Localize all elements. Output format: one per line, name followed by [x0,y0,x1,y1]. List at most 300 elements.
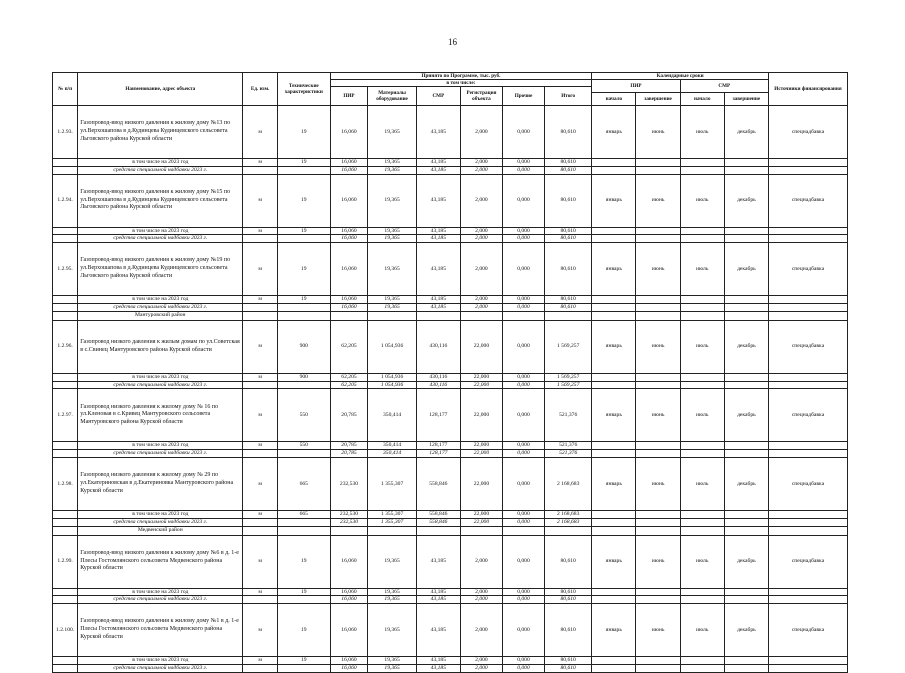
cell-num [53,166,78,174]
cell-total: 80,610 [545,159,592,167]
special-surcharge-row [53,381,848,389]
funding-table [52,72,848,673]
district-name: Медвенский район [78,526,243,535]
cell-smr-start [680,303,724,311]
cell-total: 1 569,257 [545,373,592,381]
cell-tech: 19 [278,227,331,235]
cell-pir: 62,205 [330,373,368,381]
empty-cell [330,526,368,535]
cell-reg: 22,000 [460,381,502,389]
cell-smr-end: декабрь [724,457,768,510]
cell-pir: 16,060 [330,227,368,235]
empty-cell [330,311,368,320]
cell-total: 80,610 [545,535,592,588]
cell-source [769,381,848,389]
cell-pir: 16,060 [330,243,368,296]
cell-pir: 16,060 [330,235,368,243]
cell-pir: 20,785 [330,450,368,458]
cell-smr: 128,177 [416,450,460,458]
cell-smr-end [724,303,768,311]
cell-unit: м [243,243,278,296]
cell-pir-start: январь [592,604,636,657]
cell-num: 1.2.93. [53,106,78,159]
cell-other: 0,000 [502,664,544,672]
cell-pir-end [636,227,680,235]
cell-name: Газопровод низкого давления к жилому дому № 29 по ул.Екатериновская в д.Екатериновка Мантуровского района Курской области [78,457,243,510]
cell-name: средства специальной надбавки 2023 г. [78,166,243,174]
cell-mat: 19,365 [368,296,416,304]
cell-tech: 19 [278,296,331,304]
cell-num [53,296,78,304]
cell-pir-end [636,588,680,596]
cell-other: 0,000 [502,174,544,227]
cell-source [769,450,848,458]
cell-tech: 900 [278,373,331,381]
cell-mat: 1 054,936 [368,381,416,389]
cell-mat: 19,365 [368,159,416,167]
empty-cell [460,526,502,535]
cell-pir: 20,785 [330,442,368,450]
cell-reg: 22,000 [460,373,502,381]
cell-name: средства специальной надбавки 2023 г. [78,450,243,458]
cell-tech [278,381,331,389]
cell-unit: м [243,457,278,510]
cell-pir-start: январь [592,320,636,373]
cell-pir-start: январь [592,106,636,159]
cell-pir: 16,060 [330,596,368,604]
cell-total: 80,610 [545,174,592,227]
cell-num: 1.2.97. [53,389,78,442]
year-total-row [53,442,848,450]
cell-smr-end: декабрь [724,604,768,657]
cell-reg: 22,000 [460,457,502,510]
header-total: Итого [545,87,592,106]
empty-cell [278,526,331,535]
header-materials: Материалы оборудование [368,87,416,106]
cell-name: средства специальной надбавки 2023 г. [78,518,243,526]
cell-pir-end [636,450,680,458]
cell-smr: 43,185 [416,227,460,235]
cell-smr-end: декабрь [724,174,768,227]
cell-smr-start [680,518,724,526]
cell-smr: 43,185 [416,166,460,174]
empty-cell [724,311,768,320]
cell-total: 80,610 [545,657,592,665]
special-surcharge-row [53,518,848,526]
cell-reg: 2,000 [460,227,502,235]
cell-pir-end: июнь [636,389,680,442]
special-surcharge-row [53,664,848,672]
cell-pir-end: июнь [636,535,680,588]
cell-reg: 2,000 [460,106,502,159]
cell-name: в том числе на 2023 год [78,588,243,596]
cell-mat: 1 054,936 [368,320,416,373]
cell-tech: 19 [278,588,331,596]
cell-smr-end [724,159,768,167]
cell-smr: 43,185 [416,303,460,311]
special-surcharge-row [53,166,848,174]
cell-smr-start [680,381,724,389]
cell-pir-end [636,235,680,243]
cell-source [769,303,848,311]
cell-num: 1.2.99. [53,535,78,588]
cell-tech [278,450,331,458]
empty-cell [416,311,460,320]
cell-source [769,664,848,672]
cell-num [53,381,78,389]
cell-pir: 16,060 [330,159,368,167]
cell-tech [278,303,331,311]
cell-tech: 19 [278,106,331,159]
cell-unit [243,450,278,458]
empty-cell [592,526,636,535]
cell-reg: 2,000 [460,657,502,665]
year-total-row [53,373,848,381]
cell-unit: м [243,174,278,227]
cell-mat: 19,365 [368,174,416,227]
table-header [53,73,848,106]
cell-name: в том числе на 2023 год [78,159,243,167]
cell-other: 0,000 [502,227,544,235]
cell-source [769,596,848,604]
cell-other: 0,000 [502,303,544,311]
cell-unit: м [243,657,278,665]
cell-tech [278,235,331,243]
cell-pir: 16,060 [330,657,368,665]
object-row [53,457,848,510]
cell-other: 0,000 [502,243,544,296]
cell-mat: 19,365 [368,235,416,243]
cell-smr-end [724,166,768,174]
cell-name: Газопровод-ввод низкого давления к жилому дому №19 по ул.Верхошапова в д.Кудинцева Кудинцевского сельсовета Льговского района Курской области [78,243,243,296]
cell-unit [243,381,278,389]
cell-pir: 16,060 [330,296,368,304]
cell-smr: 43,185 [416,657,460,665]
cell-source [769,159,848,167]
cell-num: 1.2.98. [53,457,78,510]
cell-mat: 19,365 [368,588,416,596]
cell-name: средства специальной надбавки 2023 г. [78,235,243,243]
cell-reg: 22,000 [460,518,502,526]
header-funding: Принято по Программе, тыс. руб. [330,73,592,80]
cell-pir-end [636,518,680,526]
year-total-row [53,588,848,596]
cell-name: средства специальной надбавки 2023 г. [78,303,243,311]
cell-other: 0,000 [502,657,544,665]
cell-total: 80,610 [545,588,592,596]
cell-pir-start [592,664,636,672]
cell-smr: 43,185 [416,235,460,243]
header-name: Наименование, адрес объекта [78,73,243,106]
page-number: 16 [448,37,457,47]
cell-smr-start: июль [680,604,724,657]
cell-tech: 550 [278,389,331,442]
cell-total: 2 168,683 [545,510,592,518]
cell-reg: 2,000 [460,174,502,227]
header-cal-smr: СМР [680,80,768,93]
cell-reg: 22,000 [460,442,502,450]
cell-pir: 16,060 [330,303,368,311]
cell-mat: 1 355,307 [368,457,416,510]
year-total-row [53,296,848,304]
cell-smr-end [724,373,768,381]
cell-tech [278,664,331,672]
cell-other: 0,000 [502,235,544,243]
cell-mat: 19,365 [368,303,416,311]
cell-tech: 19 [278,535,331,588]
cell-smr-end [724,588,768,596]
cell-source: спецнадбавка [769,389,848,442]
cell-other: 0,000 [502,518,544,526]
cell-pir: 232,530 [330,457,368,510]
cell-total: 80,610 [545,596,592,604]
cell-total: 80,610 [545,303,592,311]
cell-pir: 16,060 [330,174,368,227]
cell-smr-start [680,664,724,672]
cell-name: Газопровод низкого давления к жилому дому № 16 по ул.Кленовая в с.Кривец Мантуровского сельсовета Мантуровского района Курской области [78,389,243,442]
cell-smr: 430,116 [416,381,460,389]
cell-name: средства специальной надбавки 2023 г. [78,664,243,672]
cell-smr: 43,185 [416,174,460,227]
cell-name: в том числе на 2023 год [78,510,243,518]
cell-smr-end: декабрь [724,535,768,588]
cell-source: спецнадбавка [769,604,848,657]
cell-num [53,303,78,311]
cell-source: спецнадбавка [769,457,848,510]
cell-other: 0,000 [502,381,544,389]
cell-total: 80,610 [545,235,592,243]
empty-cell [636,526,680,535]
cell-smr-end [724,442,768,450]
object-row [53,389,848,442]
empty-cell [502,311,544,320]
cell-mat: 19,365 [368,596,416,604]
cell-num [53,657,78,665]
cell-source [769,373,848,381]
cell-reg: 2,000 [460,596,502,604]
cell-other: 0,000 [502,588,544,596]
year-total-row [53,159,848,167]
cell-mat: 19,365 [368,166,416,174]
cell-smr: 43,185 [416,159,460,167]
cell-smr: 43,185 [416,596,460,604]
cell-pir-start [592,657,636,665]
cell-total: 1 569,257 [545,381,592,389]
cell-pir-end [636,159,680,167]
empty-cell [243,311,278,320]
cell-unit: м [243,442,278,450]
cell-source [769,657,848,665]
special-surcharge-row [53,450,848,458]
cell-pir-end [636,596,680,604]
cell-reg: 22,000 [460,510,502,518]
empty-cell [545,311,592,320]
header-tech: Технические характеристики [278,73,331,106]
cell-source: спецнадбавка [769,535,848,588]
cell-num [53,518,78,526]
cell-other: 0,000 [502,159,544,167]
cell-pir-start [592,235,636,243]
cell-mat: 19,365 [368,604,416,657]
cell-total: 80,610 [545,296,592,304]
cell-total: 80,610 [545,664,592,672]
cell-pir-start: январь [592,535,636,588]
cell-pir-start [592,303,636,311]
cell-smr: 558,846 [416,518,460,526]
cell-name: в том числе на 2023 год [78,657,243,665]
cell-unit [243,166,278,174]
district-row [53,311,848,320]
cell-mat: 19,365 [368,243,416,296]
cell-total: 80,610 [545,227,592,235]
cell-pir-end: июнь [636,243,680,296]
cell-mat: 19,365 [368,535,416,588]
cell-other: 0,000 [502,457,544,510]
cell-reg: 2,000 [460,296,502,304]
cell-num [53,596,78,604]
cell-source: спецнадбавка [769,320,848,373]
cell-smr: 43,185 [416,243,460,296]
cell-smr-start [680,510,724,518]
cell-total: 521,376 [545,389,592,442]
cell-name: Газопровод-ввод низкого давления к жилому дому №1 в д. 1-е Плесы Гостомлянского сельсовета Медвенского района Курской области [78,604,243,657]
cell-smr-end: декабрь [724,320,768,373]
header-source: Источники финансирования [769,73,848,106]
cell-pir-start [592,442,636,450]
cell-name: средства специальной надбавки 2023 г. [78,596,243,604]
cell-mat: 19,365 [368,657,416,665]
cell-smr: 430,116 [416,320,460,373]
cell-pir: 16,060 [330,664,368,672]
object-row [53,535,848,588]
cell-smr-start [680,450,724,458]
empty-cell [636,311,680,320]
cell-pir: 232,530 [330,518,368,526]
cell-other: 0,000 [502,442,544,450]
year-total-row [53,510,848,518]
cell-smr-start [680,227,724,235]
cell-pir: 62,205 [330,320,368,373]
cell-total: 80,610 [545,166,592,174]
cell-smr-start: июль [680,535,724,588]
cell-pir-end [636,381,680,389]
cell-total: 2 168,683 [545,518,592,526]
cell-smr-start [680,588,724,596]
cell-smr-start [680,596,724,604]
cell-pir-end [636,296,680,304]
cell-pir: 16,060 [330,588,368,596]
cell-mat: 350,414 [368,389,416,442]
empty-cell [502,526,544,535]
year-total-row [53,227,848,235]
cell-smr-start [680,373,724,381]
district-num-cell [53,526,78,535]
cell-other: 0,000 [502,296,544,304]
cell-unit: м [243,296,278,304]
district-row [53,526,848,535]
cell-smr-end: декабрь [724,243,768,296]
cell-name: средства специальной надбавки 2023 г. [78,381,243,389]
cell-unit: м [243,159,278,167]
empty-cell [243,526,278,535]
cell-pir-start: январь [592,243,636,296]
cell-smr-start [680,442,724,450]
cell-unit [243,235,278,243]
cell-mat: 19,365 [368,106,416,159]
cell-smr-end [724,518,768,526]
header-pir-end: завершение [636,93,680,106]
cell-pir-start [592,596,636,604]
cell-total: 2 168,683 [545,457,592,510]
cell-reg: 22,000 [460,320,502,373]
header-smr: СМР [416,87,460,106]
cell-unit: м [243,389,278,442]
cell-mat: 350,414 [368,442,416,450]
header-registration: Регистрация объекта [460,87,502,106]
cell-tech: 19 [278,174,331,227]
cell-total: 1 569,257 [545,320,592,373]
special-surcharge-row [53,596,848,604]
cell-smr-start [680,657,724,665]
cell-tech: 19 [278,604,331,657]
cell-pir-end [636,166,680,174]
cell-num: 1.2.96. [53,320,78,373]
header-smr-start: начало [680,93,724,106]
empty-cell [724,526,768,535]
cell-num [53,159,78,167]
cell-smr: 43,185 [416,535,460,588]
cell-other: 0,000 [502,510,544,518]
cell-source [769,588,848,596]
cell-pir-start [592,518,636,526]
header-other: Прочие [502,87,544,106]
cell-smr-start: июль [680,457,724,510]
cell-unit: м [243,588,278,596]
cell-other: 0,000 [502,389,544,442]
header-incl: в том числе: [330,80,592,87]
cell-other: 0,000 [502,604,544,657]
cell-tech: 19 [278,657,331,665]
special-surcharge-row [53,235,848,243]
cell-pir: 16,060 [330,106,368,159]
object-row [53,243,848,296]
cell-name: в том числе на 2023 год [78,227,243,235]
cell-tech: 900 [278,320,331,373]
cell-num [53,227,78,235]
cell-pir: 16,060 [330,166,368,174]
cell-pir-start [592,381,636,389]
district-num-cell [53,311,78,320]
cell-other: 0,000 [502,166,544,174]
cell-unit: м [243,535,278,588]
cell-pir-start: январь [592,174,636,227]
object-row [53,174,848,227]
cell-name: Газопровод-ввод низкого давления к жилому дому №13 по ул.Верхошапова в д.Кудинцева Кудинцевского сельсовета Льговского района Курской области [78,106,243,159]
cell-unit: м [243,373,278,381]
empty-cell [680,526,724,535]
cell-pir: 16,060 [330,604,368,657]
cell-other: 0,000 [502,535,544,588]
header-num: № п/п [53,73,78,106]
cell-reg: 22,000 [460,450,502,458]
cell-smr-end [724,235,768,243]
cell-smr-end [724,510,768,518]
cell-tech [278,166,331,174]
cell-smr-end: декабрь [724,389,768,442]
header-unit: Ед. изм. [243,73,278,106]
cell-unit [243,518,278,526]
object-row [53,320,848,373]
